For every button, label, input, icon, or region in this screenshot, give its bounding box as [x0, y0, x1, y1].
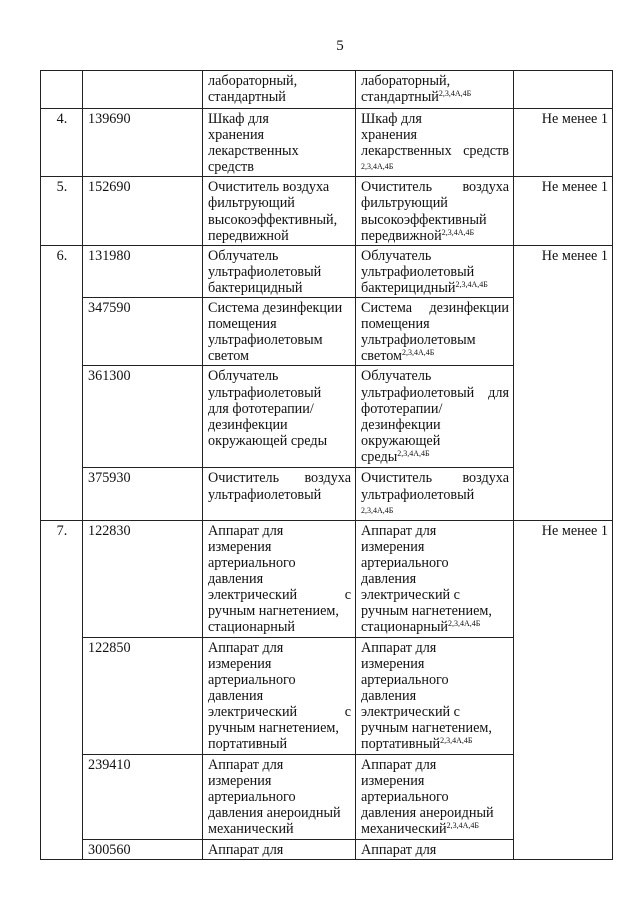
desc-line: Шкаф для	[361, 111, 422, 127]
page-number: 5	[336, 38, 344, 54]
table-row	[41, 109, 613, 177]
name-line: ультрафиолетовый	[208, 384, 322, 401]
name-line: лекарственных	[208, 143, 299, 160]
desc-line: Очиститель воздуха	[361, 179, 509, 196]
desc-line: измерения	[361, 655, 425, 672]
footnote-ref: 2,3,4А,4Б	[361, 162, 394, 172]
desc-line: стандартный$^{2,3,4А,4Б}$	[361, 89, 472, 106]
name-line: давления анероидный	[208, 804, 341, 821]
item-name	[203, 468, 356, 520]
name-line: давления	[208, 570, 264, 587]
name-line: ультрафиолетовым	[208, 332, 323, 349]
item-description	[356, 177, 514, 245]
name-line: электрический с	[208, 587, 351, 604]
desc-line: передвижной$^{2,3,4А,4Б}$	[361, 227, 475, 244]
footnote-ref: 2,3,4А,4Б	[361, 505, 394, 515]
name-line: фильтрующий	[208, 195, 295, 212]
name-line: Шкаф для	[208, 111, 269, 127]
item-code: 361300	[83, 366, 203, 468]
name-line: помещения	[208, 316, 277, 333]
desc-line: Аппарат для	[361, 756, 437, 773]
row-number: 5.	[41, 177, 83, 245]
item-code: 122830	[83, 520, 203, 637]
name-line: бактерицидный	[208, 279, 303, 296]
item-code: 239410	[83, 754, 203, 839]
item-name	[203, 754, 356, 839]
name-line: окружающей среды	[208, 432, 328, 449]
item-code: 152690	[83, 177, 203, 245]
item-description	[356, 71, 514, 109]
desc-line: лекарственных средств	[361, 143, 509, 160]
desc-line: светом$^{2,3,4А,4Б}$	[361, 348, 435, 365]
item-code: 122850	[83, 637, 203, 754]
name-line: светом	[208, 348, 250, 365]
item-code: 300560	[83, 839, 203, 859]
row-number: 6.	[41, 245, 83, 520]
item-quantity: Не менее 1	[514, 109, 613, 177]
item-description	[356, 637, 514, 754]
name-line: высокоэффективный,	[208, 211, 338, 228]
item-name	[203, 71, 356, 109]
name-line: ультрафиолетовый	[208, 263, 322, 280]
name-line: ультрафиолетовый	[208, 486, 322, 503]
name-line: передвижной	[208, 227, 289, 244]
desc-line: ручным нагнетением,	[361, 720, 492, 737]
item-quantity	[514, 71, 613, 109]
footnote-ref: 2,3,4А,4Б	[455, 279, 488, 289]
name-line: дезинфекции	[208, 416, 288, 433]
item-description	[356, 754, 514, 839]
item-name	[203, 520, 356, 637]
desc-line: Облучатель	[361, 247, 432, 264]
desc-line: давления	[361, 570, 417, 587]
row-number: 7.	[41, 520, 83, 859]
desc-line: электрический с	[361, 587, 460, 604]
desc-line: Облучатель	[361, 368, 432, 385]
item-description	[356, 520, 514, 637]
name-line: Аппарат для	[208, 522, 284, 539]
desc-line: ультрафиолетовый	[361, 263, 475, 280]
item-description	[356, 366, 514, 468]
name-line: измерения	[208, 772, 272, 789]
footnote-ref: 2,3,4А,4Б	[397, 448, 430, 458]
name-line: механический	[208, 821, 294, 838]
desc-line: лабораторный,	[361, 73, 451, 89]
item-name	[203, 366, 356, 468]
name-line: для фототерапии/	[208, 400, 314, 417]
name-line: измерения	[208, 655, 272, 672]
name-line: электрический с	[208, 704, 351, 721]
desc-line: стационарный$^{2,3,4А,4Б}$	[361, 619, 481, 636]
table-row	[41, 520, 613, 637]
footnote-ref: 2,3,4А,4Б	[441, 227, 475, 237]
desc-line: ультрафиолетовый	[361, 486, 475, 503]
desc-line: давления анероидный	[361, 804, 494, 821]
footnote-ref: 2,3,4А,4Б	[440, 736, 473, 746]
desc-line: артериального	[361, 788, 449, 805]
desc-line: хранения	[361, 127, 418, 144]
name-line: Очиститель воздуха	[208, 470, 351, 487]
desc-line: давления	[361, 687, 417, 704]
name-line: измерения	[208, 538, 272, 555]
item-name	[203, 637, 356, 754]
name-line: портативный	[208, 736, 288, 753]
desc-line: электрический с	[361, 704, 460, 721]
desc-line: Система дезинфекции	[361, 300, 509, 317]
name-line: ручным нагнетением,	[208, 720, 339, 737]
item-quantity: Не менее 1	[514, 520, 613, 859]
equipment-table	[40, 70, 613, 860]
item-name	[203, 109, 356, 177]
name-line: средств	[208, 159, 254, 176]
desc-line: бактерицидный$^{2,3,4А,4Б}$	[361, 279, 488, 296]
item-quantity: Не менее 1	[514, 177, 613, 245]
item-name	[203, 298, 356, 366]
footnote-ref: 2,3,4А,4Б	[447, 619, 481, 629]
footnote-ref: 2,3,4А,4Б	[446, 821, 480, 831]
desc-line: ручным нагнетением,	[361, 603, 492, 620]
item-name	[203, 177, 356, 245]
footnote-ref: 2,3,4А,4Б	[438, 89, 472, 99]
desc-line: Аппарат для	[361, 639, 437, 656]
item-code: 375930	[83, 468, 203, 520]
desc-line: окружающей	[361, 432, 441, 449]
desc-line: артериального	[361, 554, 449, 571]
desc-line: Аппарат для	[361, 841, 437, 858]
item-code	[83, 71, 203, 109]
desc-line: среды$^{2,3,4А,4Б}$	[361, 448, 430, 465]
desc-line: дезинфекции	[361, 416, 441, 433]
name-line: давления	[208, 687, 264, 704]
item-description	[356, 245, 514, 297]
table-row	[41, 71, 613, 109]
item-description	[356, 468, 514, 520]
desc-line: измерения	[361, 538, 425, 555]
name-line: ручным нагнетением,	[208, 603, 339, 620]
row-number: 4.	[41, 109, 83, 177]
name-line: Система дезинфекции	[208, 300, 343, 317]
name-line: Аппарат для	[208, 841, 284, 858]
name-line: артериального	[208, 554, 296, 571]
item-code: 139690	[83, 109, 203, 177]
desc-line: высокоэффективный	[361, 211, 487, 228]
desc-line: измерения	[361, 772, 425, 789]
table-row	[41, 245, 613, 297]
item-description	[356, 109, 514, 177]
desc-line: Очиститель воздуха	[361, 470, 509, 487]
desc-line: Аппарат для	[361, 522, 437, 539]
name-line: хранения	[208, 127, 265, 144]
desc-line: помещения	[361, 316, 430, 333]
footnote-ref: 2,3,4А,4Б	[402, 348, 435, 358]
name-line: лабораторный,	[208, 73, 298, 89]
name-line: стандартный	[208, 89, 286, 106]
name-line: Облучатель	[208, 247, 279, 264]
name-line: артериального	[208, 788, 296, 805]
item-name	[203, 839, 356, 859]
desc-line: артериального	[361, 671, 449, 688]
desc-line: фототерапии/	[361, 400, 443, 417]
name-line: Аппарат для	[208, 756, 284, 773]
item-quantity: Не менее 1	[514, 245, 613, 520]
desc-line: ультрафиолетовый для	[361, 384, 509, 401]
item-code: 131980	[83, 245, 203, 297]
table-row	[41, 177, 613, 245]
item-description	[356, 298, 514, 366]
name-line: артериального	[208, 671, 296, 688]
desc-line: портативный$^{2,3,4А,4Б}$	[361, 736, 473, 753]
name-line: Аппарат для	[208, 639, 284, 656]
desc-line: ультрафиолетовым	[361, 332, 476, 349]
item-code: 347590	[83, 298, 203, 366]
item-name	[203, 245, 356, 297]
row-number	[41, 71, 83, 109]
desc-line: механический$^{2,3,4А,4Б}$	[361, 821, 480, 838]
desc-line: фильтрующий	[361, 195, 448, 212]
name-line: стационарный	[208, 619, 295, 636]
name-line: Очиститель воздуха	[208, 179, 330, 196]
item-description	[356, 839, 514, 859]
name-line: Облучатель	[208, 368, 279, 385]
